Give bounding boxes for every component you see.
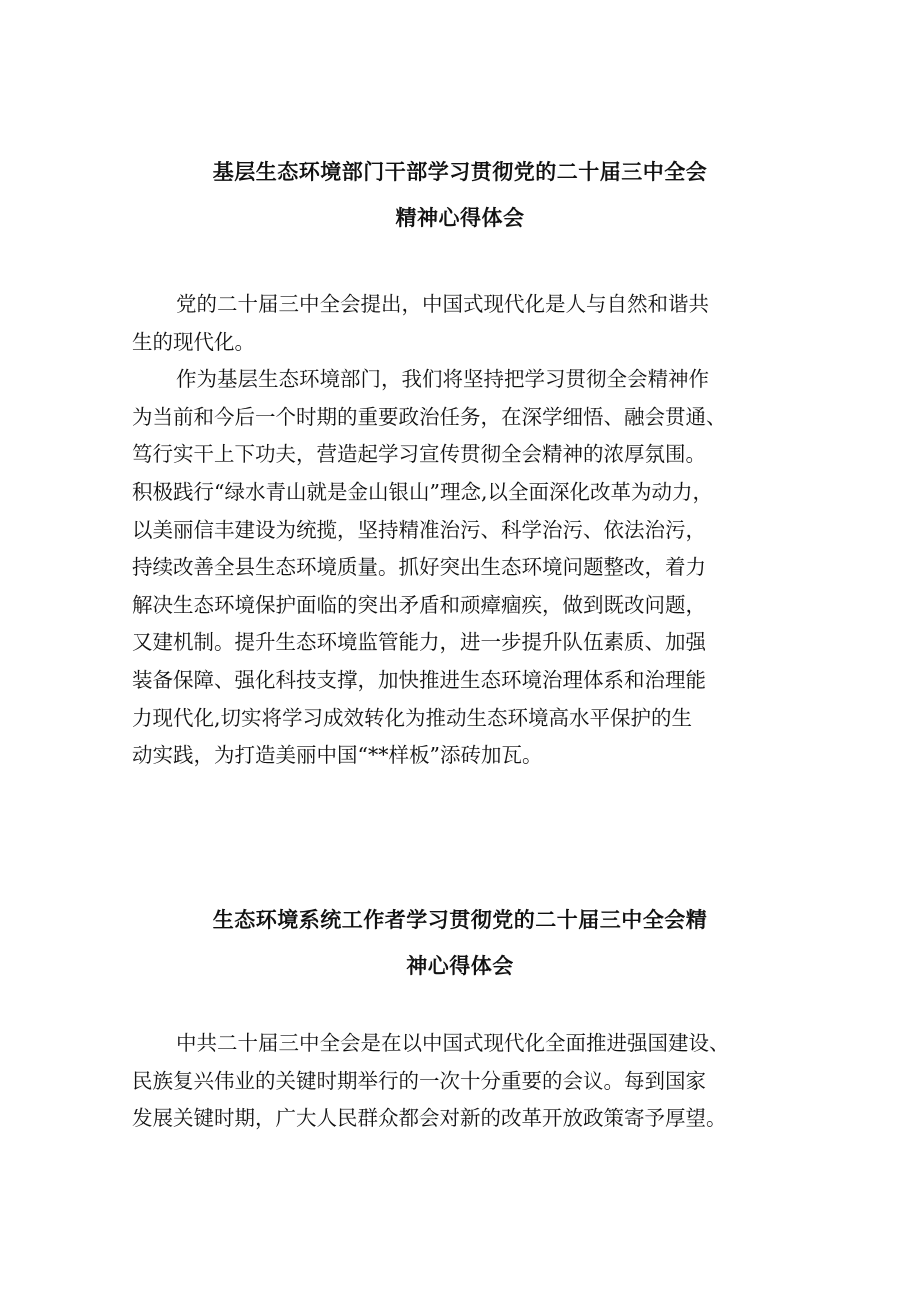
article-title-line: 基层生态环境部门干部学习贯彻党的二十届三中全会 <box>212 160 708 184</box>
paragraph-line: 又建机制。提升生态环境监管能力，进一步提升队伍素质、加强 <box>132 630 706 655</box>
paragraph-line: 生的现代化。 <box>132 329 255 354</box>
paragraph-line: 解决生态环境保护面临的突出矛盾和顽瘴痼疾，做到既改问题， <box>132 592 706 617</box>
paragraph-line: 动实践，为打造美丽中国“**样板”添砖加瓦。 <box>132 743 543 768</box>
article-title-line: 神心得体会 <box>406 954 514 978</box>
paragraph-line: 力现代化,切实将学习成效转化为推动生态环境高水平保护的生 <box>132 705 693 730</box>
paragraph-line: 以美丽信丰建设为统揽，坚持精准治污、科学治污、依法治污， <box>132 517 706 542</box>
article-body <box>132 1025 800 1138</box>
paragraph-line: 党的二十届三中全会提出，中国式现代化是人与自然和谐共 <box>176 292 709 316</box>
paragraph-line: 笃行实干上下功夫，营造起学习宣传贯彻全会精神的浓厚氛围。 <box>132 442 706 467</box>
paragraph-line: 装备保障、强化科技支撑，加快推进生态环境治理体系和治理能 <box>132 667 706 692</box>
paragraph-line: 为当前和今后一个时期的重要政治任务，在深学细悟、融会贯通、 <box>132 404 727 429</box>
article-title <box>120 897 800 989</box>
paragraph-line: 发展关键时期，广大人民群众都会对新的改革开放政策寄予厚望。 <box>132 1106 727 1131</box>
paragraph-line: 作为基层生态环境部门，我们将坚持把学习贯彻全会精神作 <box>176 367 709 392</box>
paragraph-line: 中共二十届三中全会是在以中国式现代化全面推进强国建设、 <box>176 1031 730 1055</box>
paragraph-line: 持续改善全县生态环境质量。抓好突出生态环境问题整改，着力 <box>132 555 706 580</box>
article-body <box>132 286 800 775</box>
article-title-line: 精神心得体会 <box>395 206 525 230</box>
article-title-line: 生态环境系统工作者学习贯彻党的二十届三中全会精 <box>212 908 708 932</box>
paragraph-line: 民族复兴伟业的关键时期举行的一次十分重要的会议。每到国家 <box>132 1068 706 1093</box>
paragraph-line: 积极践行“绿水青山就是金山银山”理念,以全面深化改革为动力， <box>132 479 713 504</box>
article-title <box>120 149 800 241</box>
